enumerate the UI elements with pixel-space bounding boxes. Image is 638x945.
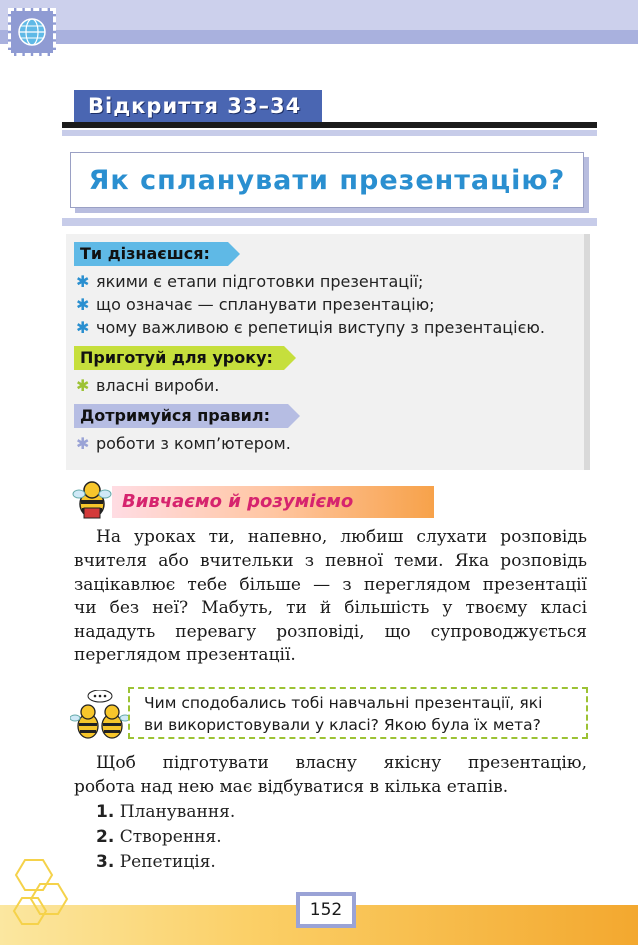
rules-tag: Дотримуйся правил:	[74, 404, 288, 428]
prepare-tag: Приготуй для уроку:	[74, 346, 284, 370]
divider	[62, 122, 597, 128]
paragraph-intro: На уроках ти, напевно, любиш слухати розповідь	[96, 527, 587, 547]
list-item: ✱ що означає — спланувати презентацію;	[76, 295, 435, 314]
asterisk-icon: ✱	[76, 376, 90, 395]
paragraph-steps-intro: Щоб підготувати власну якісну презентацію,	[96, 753, 587, 773]
divider	[62, 218, 597, 226]
paragraph-intro-cont: вчителя або вчительки з певної теми. Яка розповідь зацікавлює тебе більше — з переглядом презентації чи без неї? Мабуть, ти й більшість у твоєму класі нададуть перевагу розповіді, що супроводжується переглядом презентації.	[74, 551, 587, 665]
list-item: ✱ роботи з комп’ютером.	[76, 434, 291, 453]
learn-tag: Ти дізнаєшся:	[74, 242, 228, 266]
chapter-label: Відкриття 33–34	[74, 90, 322, 122]
list-item: ✱ власні вироби.	[76, 376, 220, 395]
top-band-stripe	[0, 30, 638, 44]
top-band	[0, 0, 638, 30]
discussion-question: Чим сподобались тобі навчальні презентації, які ви використовували у класі? Якою була їх мета?	[128, 687, 588, 739]
lesson-title: Як спланувати презентацію?	[88, 165, 566, 196]
honeycomb-decoration	[10, 858, 70, 928]
asterisk-icon: ✱	[76, 272, 90, 291]
paragraph-steps-intro-cont: робота над нею має відбуватися в кілька етапів.	[74, 777, 509, 797]
talking-bees-icon	[70, 690, 130, 744]
list-item: 1. Планування.	[96, 802, 236, 822]
lesson-title-box	[70, 152, 584, 208]
globe-icon	[17, 17, 47, 47]
section-title: Вивчаємо й розуміємо	[122, 491, 354, 512]
list-item: ✱ якими є етапи підготовки презентації;	[76, 272, 424, 291]
reading-bee-icon	[70, 478, 114, 522]
list-item: 2. Створення.	[96, 827, 222, 847]
lesson-goals-box	[66, 234, 590, 470]
globe-logo	[8, 8, 56, 56]
section-header	[112, 486, 434, 518]
steps-list	[96, 800, 235, 875]
list-item: 3. Репетиція.	[96, 852, 216, 872]
page-number: 152	[296, 892, 356, 928]
divider	[62, 130, 597, 136]
asterisk-icon: ✱	[76, 295, 90, 314]
list-item: ✱ чому важливою є репетиція виступу з презентацією.	[76, 318, 545, 337]
asterisk-icon: ✱	[76, 318, 90, 337]
asterisk-icon: ✱	[76, 434, 90, 453]
